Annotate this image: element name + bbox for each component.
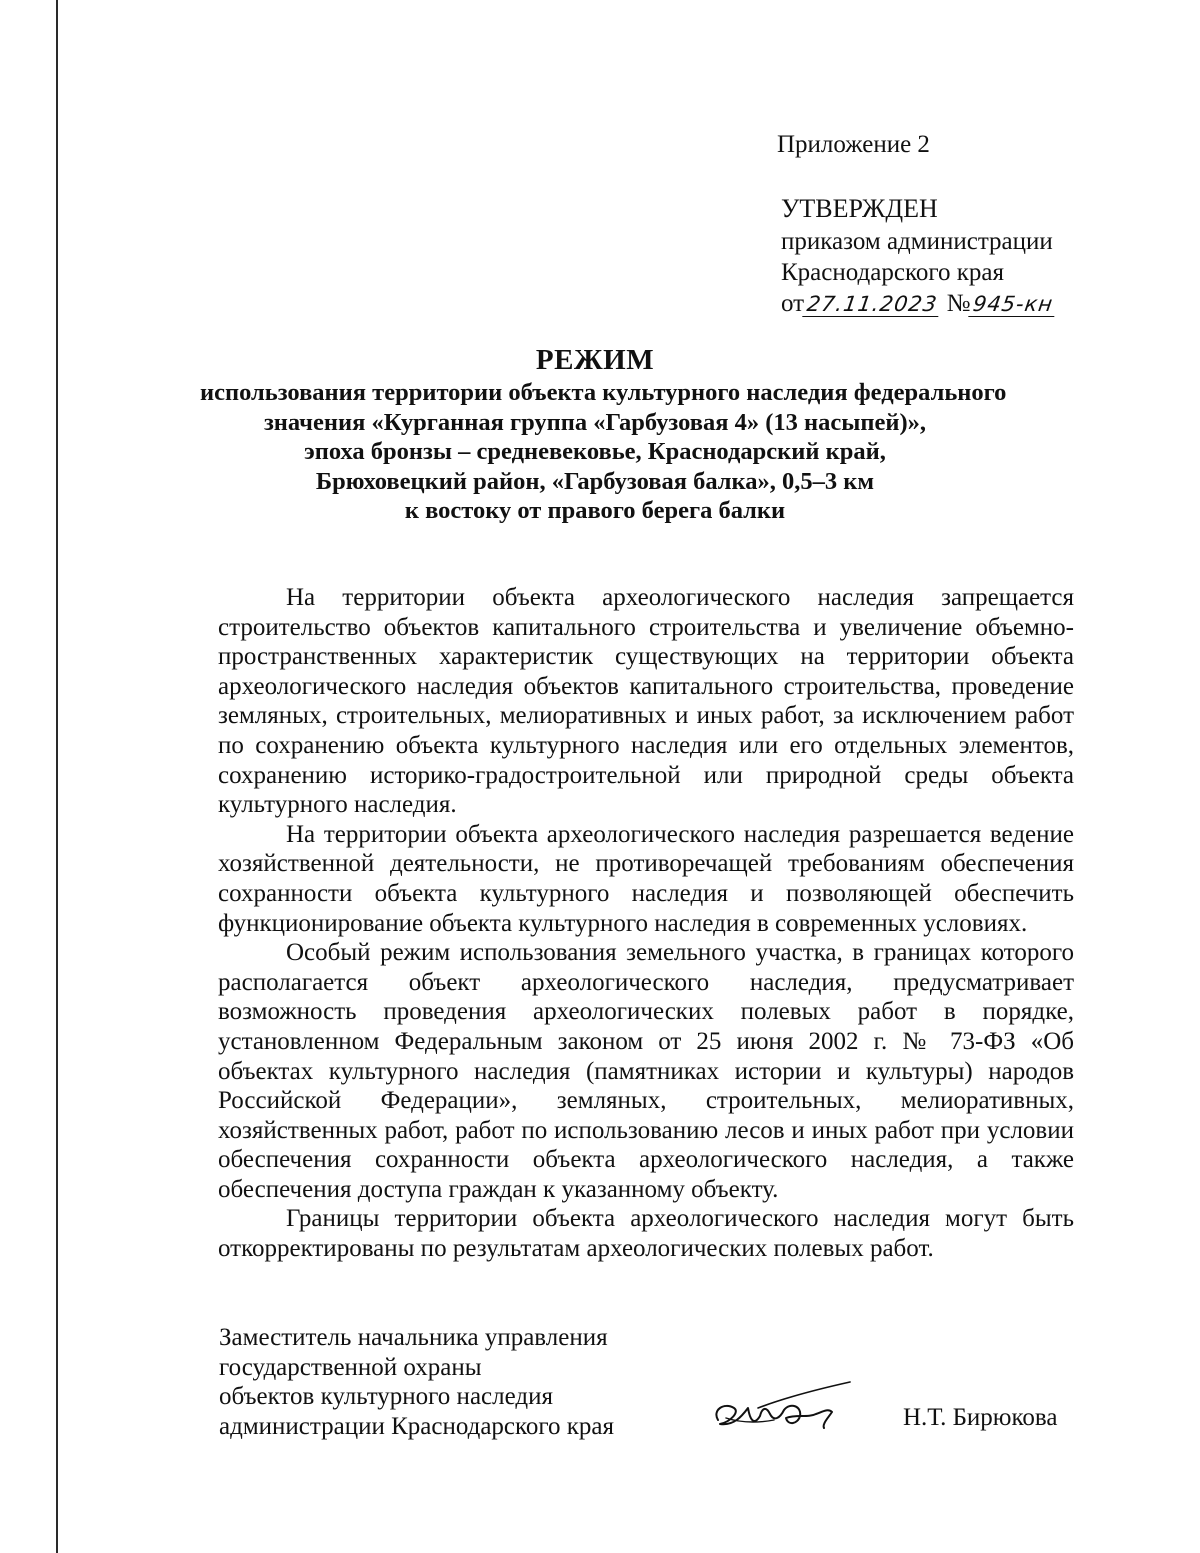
document-body xyxy=(218,583,1074,1264)
date-prefix: от xyxy=(781,290,805,317)
title-line-4: Брюховецкий район, «Гарбузовая балка», 0,5–3 км xyxy=(315,467,875,495)
position-line-3: объектов культурного наследия xyxy=(219,1383,553,1410)
paragraph-prohibitions: На территории объекта археологического наследия запрещается строительство объектов капитального строительства и увеличение объемно-пространственных характеристик существующих на территории объекта археологического наследия объектов капитального строительства, проведение земляных, строительных, мелиоративных и иных работ, за исключением работ по сохранению объекта культурного наследия или его отдельных элементов, сохранению историко-градостроительной или природной среды объекта культурного наследия. xyxy=(218,584,1074,819)
signatory-position xyxy=(219,1323,614,1441)
approved-heading: УТВЕРЖДЕН xyxy=(781,194,938,223)
paragraph-permitted-activity: На территории объекта археологического наследия разрешается ведение хозяйственной деятельности, не противоречащей требованиям обеспечения сохранности объекта культурного наследия и позволяющей обеспечить функционирование объекта культурного наследия в современных условиях. xyxy=(218,820,1074,937)
title-main: РЕЖИМ xyxy=(535,344,655,376)
document-title xyxy=(200,342,1007,526)
appendix-label: Приложение 2 xyxy=(777,131,930,158)
approval-date-line xyxy=(781,288,1057,319)
position-line-4: администрации Краснодарского края xyxy=(219,1412,615,1440)
title-line-1: использования территории объекта культурного наследия федерального xyxy=(200,379,1007,406)
title-line-5: к востоку от правого берега балки xyxy=(404,497,786,524)
order-date: 27.11.2023 xyxy=(802,292,942,317)
approval-stamp xyxy=(781,192,1057,319)
title-line-2: значения «Курганная группа «Гарбузовая 4» (13 насыпей)», xyxy=(263,408,927,436)
paragraph-special-regime: Особый режим использования земельного участка, в границах которого располагается объект археологического наследия, предусматривает возможность проведения археологических полевых работ в порядке, установленном Федеральным законом от 25 июня 2002 г. № 73-ФЗ «Об объектах культурного наследия (памятниках истории и культуры) народов Российской Федерации», земляных, строительных, мелиоративных, хозяйственных работ, работ по использованию лесов и иных работ при условии обеспечения сохранности объекта археологического наследия, а также обеспечения доступа граждан к указанному объекту. xyxy=(218,939,1074,1203)
approval-line-1: приказом администрации xyxy=(781,228,1053,255)
title-line-3: эпоха бронзы – средневековье, Краснодарский край, xyxy=(304,438,886,465)
paragraph-boundaries: Границы территории объекта археологического наследия могут быть откорректированы по результатам археологических полевых работ. xyxy=(218,1205,1074,1263)
order-number: 945-кн xyxy=(969,292,1059,317)
position-line-1: Заместитель начальника управления xyxy=(219,1324,608,1351)
position-line-2: государственной охраны xyxy=(219,1353,482,1381)
scan-edge-line xyxy=(56,0,58,1553)
handwritten-signature xyxy=(704,1378,854,1448)
signatory-name: Н.Т. Бирюкова xyxy=(903,1404,1058,1431)
approval-line-2: Краснодарского края xyxy=(781,259,1004,286)
number-prefix: № xyxy=(946,290,971,317)
